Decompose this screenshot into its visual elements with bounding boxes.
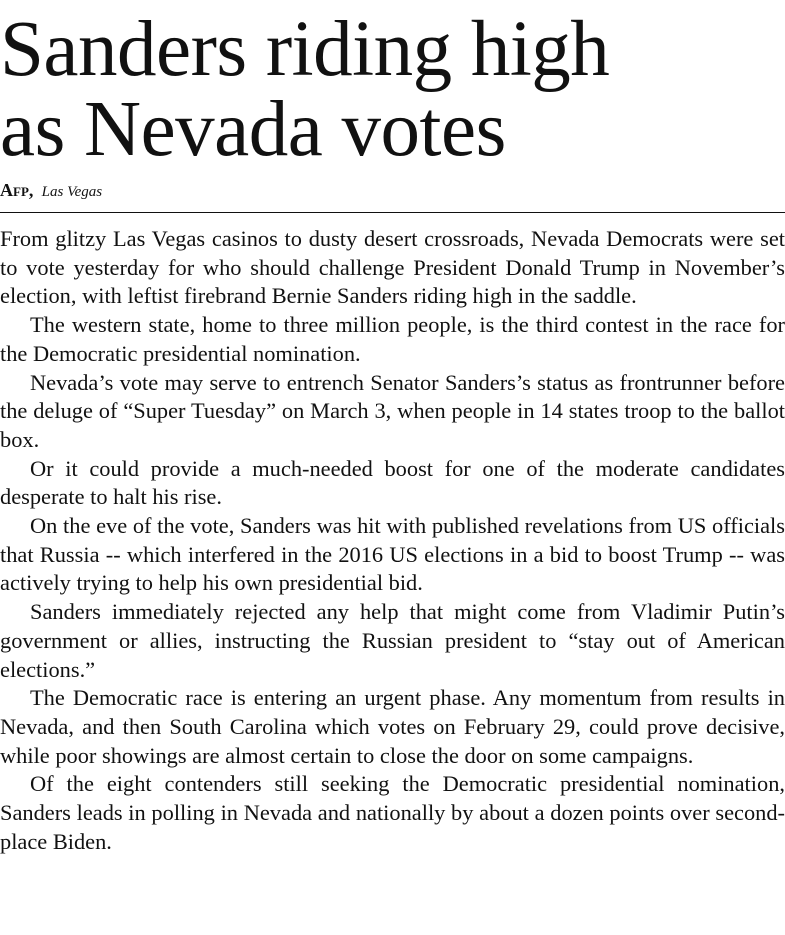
headline-line-1: Sanders riding high (0, 6, 610, 93)
paragraph: Or it could provide a much-needed boost for one of the moderate candidates desperate to halt his rise. (0, 455, 785, 510)
byline (0, 180, 785, 213)
article-body (0, 225, 785, 856)
byline-location: Las Vegas (41, 184, 103, 200)
headline-line-2: as Nevada votes (0, 86, 506, 173)
paragraph: Nevada’s vote may serve to entrench Senator Sanders’s status as frontrunner before the deluge of “Super Tuesday” on March 3, when people in 14 states troop to the ballot box. (0, 369, 785, 452)
paragraph: The western state, home to three million people, is the third contest in the race for the Democratic presidential nomination. (0, 312, 785, 366)
paragraph: Of the eight contenders still seeking the Democratic presidential nomination, Sanders leads in polling in Nevada and nationally by about a dozen points over second-place Biden. (0, 771, 785, 854)
paragraph: On the eve of the vote, Sanders was hit with published revelations from US officials that Russia -- which interfered in the 2016 US elections in a bid to boost Trump -- was actively trying to help his own presidential bid. (0, 513, 785, 596)
paragraph: Sanders immediately rejected any help that might come from Vladimir Putin’s government or allies, instructing the Russian president to “stay out of American elections.” (0, 599, 785, 682)
headline (0, 0, 785, 173)
byline-agency: Afp, (0, 180, 34, 200)
paragraph: From glitzy Las Vegas casinos to dusty desert crossroads, Nevada Democrats were set to vote yesterday for who should challenge President Donald Trump in November’s election, with leftist firebrand Bernie Sanders riding high in the saddle. (0, 226, 785, 309)
paragraph: The Democratic race is entering an urgent phase. Any momentum from results in Nevada, and then South Carolina which votes on February 29, could prove decisive, while poor showings are almost certain to close the door on some campaigns. (0, 685, 785, 768)
